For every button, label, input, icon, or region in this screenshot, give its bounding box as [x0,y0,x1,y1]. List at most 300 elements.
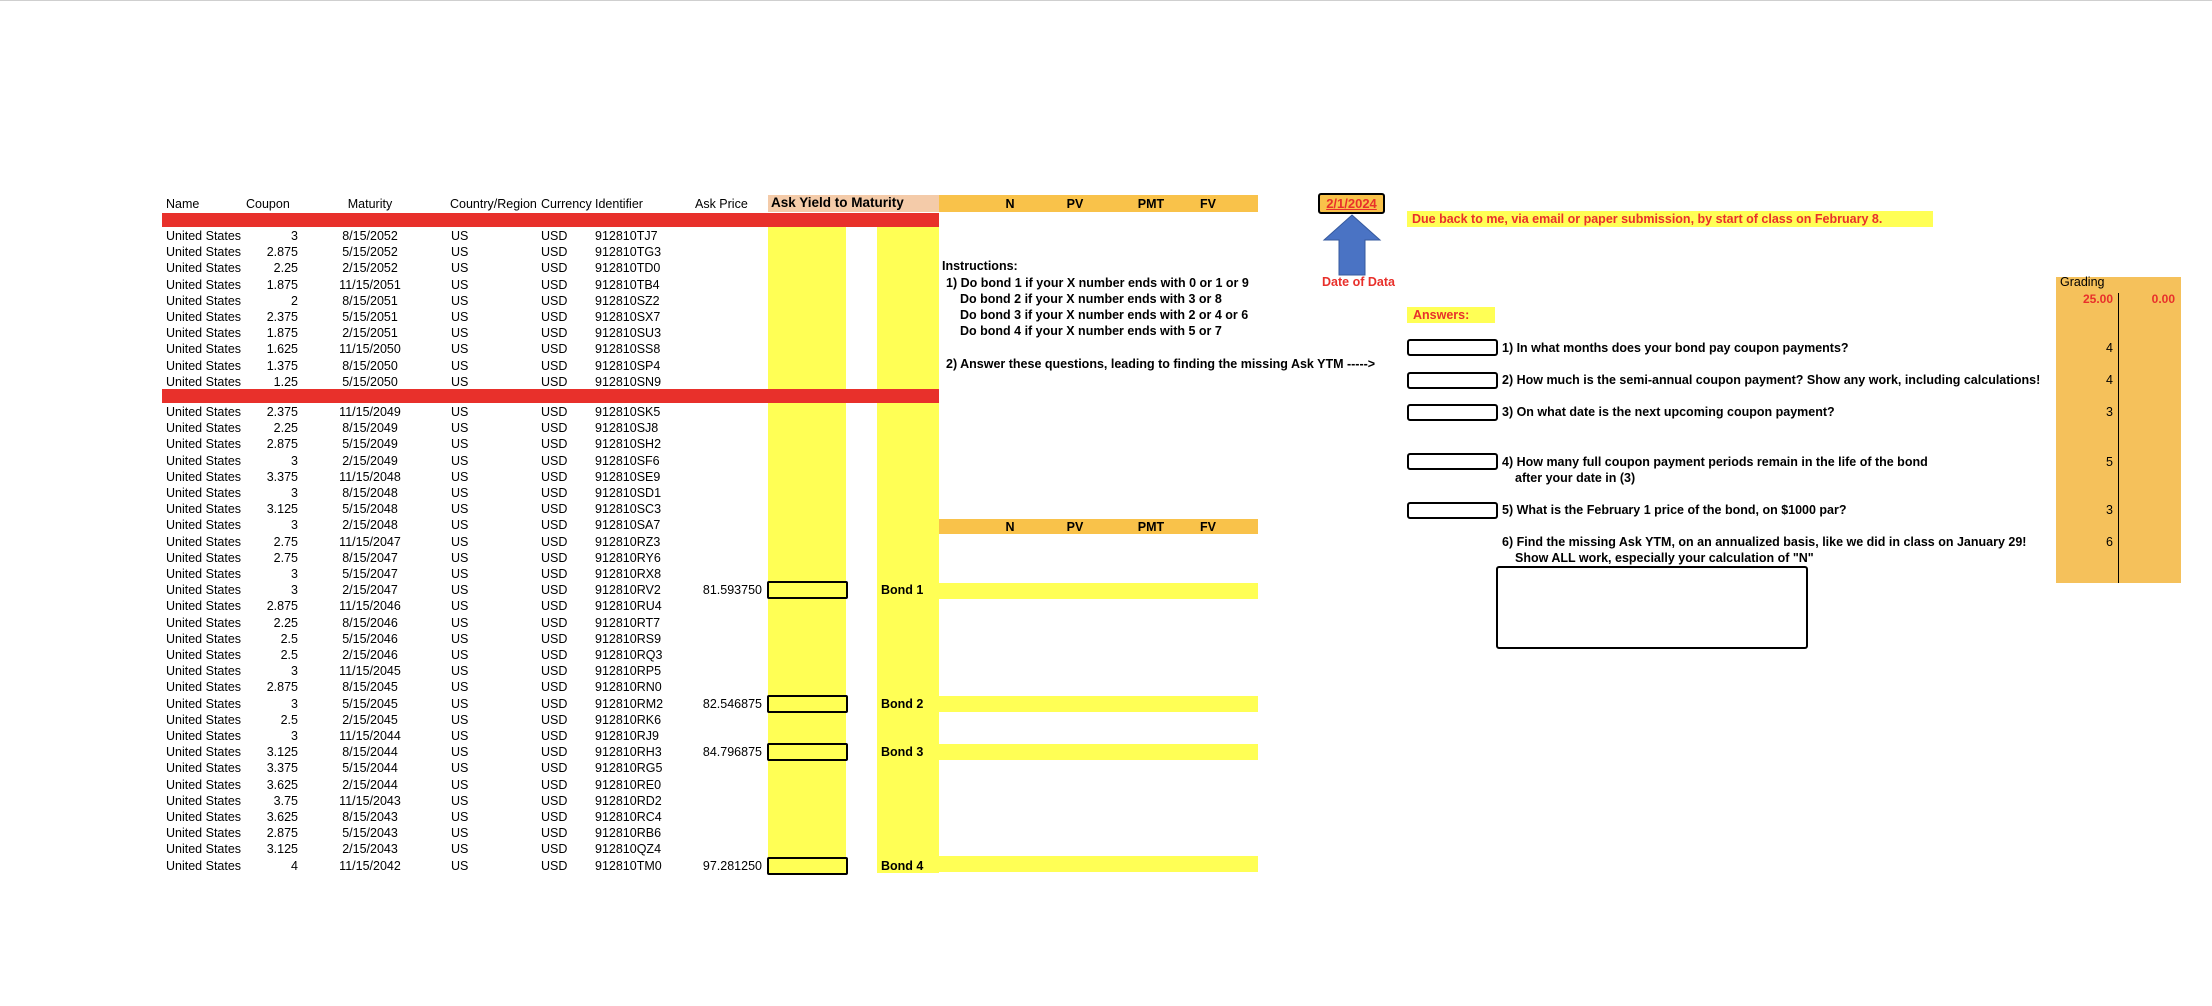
cell-currency: USD [541,405,568,419]
cell-identifier: 912810SX7 [595,310,661,324]
header-coupon: Coupon [246,197,290,211]
cell-coupon: 2.875 [266,599,298,614]
cell-currency: USD [541,567,568,581]
cell-identifier: 912810RP5 [595,664,662,679]
cell-identifier: 912810TM0 [595,858,662,873]
cell-currency: USD [541,326,568,341]
cell-identifier: 912810SE9 [595,469,661,484]
cell-identifier: 912810SK5 [595,405,661,419]
cell-identifier: 912810SC3 [595,502,662,517]
cell-identifier: 912810RY6 [595,550,661,565]
cell-country: US [451,518,469,533]
cell-identifier: 912810RE0 [595,777,662,792]
answer-box-2[interactable] [1407,372,1498,389]
cell-currency: USD [541,599,568,614]
cell-maturity: 2/15/2046 [342,648,398,662]
cell-country: US [451,550,469,565]
cell-coupon: 2.875 [266,680,298,695]
cell-coupon: 3.625 [266,777,298,792]
cell-country: US [451,648,469,662]
tvm-header-pmt: PMT [1137,197,1165,211]
bond2-tvm-row [939,696,1258,712]
cell-country: US [451,615,469,630]
bond1-tvm-row [939,583,1258,599]
header-country: Country/Region [450,197,537,211]
cell-maturity: 2/15/2047 [342,583,398,598]
cell-name: United States [166,793,242,808]
cell-identifier: 912810RQ3 [595,648,663,662]
cell-currency: USD [541,680,568,695]
cell-coupon: 3.125 [266,745,298,760]
cell-coupon: 3.125 [266,842,298,857]
cell-identifier: 912810RH3 [595,745,662,760]
cell-name: United States [166,761,242,776]
cell-maturity: 8/15/2051 [342,293,398,308]
cell-maturity: 8/15/2045 [342,680,398,695]
header-identifier: Identifier [595,197,643,211]
cell-coupon: 1.25 [273,374,298,389]
cell-country: US [451,826,469,841]
ytm-answer-cell[interactable] [767,695,848,713]
cell-maturity: 5/15/2045 [342,696,398,711]
cell-country: US [451,293,469,308]
cell-coupon: 1.875 [266,277,298,292]
cell-currency: USD [541,631,568,646]
cell-maturity: 2/15/2044 [342,777,398,792]
cell-currency: USD [541,245,568,260]
cell-maturity: 5/15/2050 [342,374,398,389]
cell-name: United States [166,469,242,484]
cell-name: United States [166,358,242,373]
cell-country: US [451,729,469,743]
cell-name: United States [166,293,242,308]
cell-coupon: 2.25 [273,615,298,630]
cell-coupon: 2.75 [273,534,298,549]
cell-identifier: 912810TB4 [595,277,660,292]
bond-label: Bond 2 [881,696,924,711]
cell-country: US [451,358,469,373]
cell-currency: USD [541,793,568,808]
cell-country: US [451,567,469,581]
cell-maturity: 8/15/2043 [342,810,398,824]
cell-currency: USD [541,777,568,792]
cell-maturity: 2/15/2043 [342,842,398,857]
cell-ask-price: 81.593750 [702,583,762,598]
cell-coupon: 2.5 [280,712,298,727]
cell-identifier: 912810RV2 [595,583,661,598]
cell-name: United States [166,615,242,630]
cell-identifier: 912810RN0 [595,680,662,695]
cell-country: US [451,534,469,549]
cell-maturity: 2/15/2051 [342,326,398,341]
cell-country: US [451,469,469,484]
cell-maturity: 11/15/2042 [339,858,401,873]
cell-currency: USD [541,342,568,357]
cell-country: US [451,421,469,436]
cell-name: United States [166,245,242,260]
cell-coupon: 3 [291,518,298,533]
date-of-data-label: Date of Data [1322,275,1395,289]
cell-name: United States [166,745,242,760]
ytm-answer-cell[interactable] [767,857,848,875]
ytm-column-fill [768,213,846,873]
cell-name: United States [166,518,242,533]
cell-name: United States [166,310,242,324]
cell-coupon: 3.375 [266,469,298,484]
cell-maturity: 11/15/2048 [339,469,401,484]
cell-ask-price: 97.281250 [702,858,762,873]
header-name: Name [166,197,200,211]
cell-maturity: 2/15/2052 [342,261,398,276]
cell-country: US [451,486,469,500]
cell-country: US [451,502,469,517]
question-4-continued: after your date in (3) [1515,471,1636,485]
cell-identifier: 912810SH2 [595,437,662,452]
cell-name: United States [166,810,242,824]
cell-name: United States [166,631,242,646]
cell-name: United States [166,696,242,711]
tvm-header-fv: FV [1200,197,1216,211]
cell-identifier: 912810RM2 [595,696,664,711]
grading-points-q4: 5 [2106,455,2113,469]
instructions-line-answer: 2) Answer these questions, leading to finding the missing Ask YTM -----> [946,357,1376,371]
bond4-tvm-row [939,856,1258,872]
cell-currency: USD [541,518,568,533]
cell-identifier: 912810RJ9 [595,729,659,743]
cell-coupon: 3 [291,696,298,711]
cell-name: United States [166,502,242,517]
cell-country: US [451,696,469,711]
cell-maturity: 8/15/2049 [342,421,398,436]
cell-currency: USD [541,761,568,776]
grading-points-q3: 3 [2106,405,2113,419]
ytm-answer-cell[interactable] [767,743,848,761]
cell-identifier: 912810SF6 [595,453,660,468]
cell-currency: USD [541,712,568,727]
cell-identifier: 912810RG5 [595,761,663,776]
cell-maturity: 5/15/2048 [342,502,398,517]
cell-identifier: 912810RD2 [595,793,662,808]
red-band-middle [162,389,939,403]
cell-currency: USD [541,421,568,436]
cell-coupon: 1.625 [266,342,298,357]
cell-name: United States [166,534,242,549]
cell-maturity: 2/15/2048 [342,518,398,533]
cell-coupon: 3 [291,486,298,500]
cell-identifier: 912810RX8 [595,567,662,581]
cell-currency: USD [541,858,568,873]
question-1: 1) In what months does your bond pay coupon payments? [1502,341,1849,355]
cell-currency: USD [541,437,568,452]
cell-identifier: 912810RT7 [595,615,661,630]
cell-coupon: 2.5 [280,631,298,646]
cell-identifier: 912810TJ7 [595,229,658,243]
cell-name: United States [166,777,242,792]
cell-identifier: 912810RZ3 [595,534,661,549]
grading-points-q1: 4 [2106,341,2113,355]
cell-currency: USD [541,696,568,711]
cell-country: US [451,342,469,357]
cell-coupon: 3 [291,729,298,743]
cell-currency: USD [541,502,568,517]
instructions-line-3: Do bond 3 if your X number ends with 2 or 4 or 6 [960,308,1249,322]
cell-coupon: 3 [291,567,298,581]
answer-box-4[interactable] [1407,453,1498,470]
cell-currency: USD [541,486,568,500]
cell-currency: USD [541,229,568,243]
cell-coupon: 2.75 [273,550,298,565]
cell-coupon: 2.875 [266,245,298,260]
cell-country: US [451,245,469,260]
cell-name: United States [166,826,242,841]
due-notice [1407,211,1933,227]
question-6: 6) Find the missing Ask YTM, on an annualized basis, like we did in class on January 29! [1502,535,2027,549]
bond-label-column-fill [877,213,939,873]
cell-country: US [451,664,469,679]
answer-box-1[interactable] [1407,339,1498,356]
cell-country: US [451,793,469,808]
cell-country: US [451,631,469,646]
cell-maturity: 5/15/2043 [342,826,398,841]
question-5: 5) What is the February 1 price of the bond, on $1000 par? [1502,503,1847,517]
header-ask-ytm: Ask Yield to Maturity [771,195,904,210]
cell-maturity: 8/15/2044 [342,745,398,760]
header-maturity: Maturity [347,197,393,211]
cell-maturity: 2/15/2045 [342,712,398,727]
cell-maturity: 2/15/2049 [342,453,398,468]
cell-coupon: 2.375 [266,310,298,324]
cell-maturity: 8/15/2047 [342,550,398,565]
cell-coupon: 3 [291,229,298,243]
cell-currency: USD [541,374,568,389]
grading-points-q5: 3 [2106,503,2113,517]
grading-divider [2118,293,2119,583]
question-6-continued: Show ALL work, especially your calculation of "N" [1515,551,1814,565]
cell-currency: USD [541,469,568,484]
cell-country: US [451,437,469,452]
cell-coupon: 3.375 [266,761,298,776]
cell-country: US [451,310,469,324]
cell-name: United States [166,664,242,679]
question-2: 2) How much is the semi-annual coupon payment? Show any work, including calculations! [1502,373,2041,387]
window-top-border [0,0,2212,1]
cell-coupon: 2.5 [280,648,298,662]
bond3-tvm-row [939,744,1258,760]
cell-coupon: 1.375 [266,358,298,373]
date-value: 2/1/2024 [1326,196,1377,211]
cell-name: United States [166,842,242,857]
cell-maturity: 5/15/2052 [342,245,398,260]
bond-label: Bond 4 [881,858,924,873]
cell-country: US [451,277,469,292]
cell-maturity: 11/15/2050 [339,342,401,357]
cell-coupon: 3.125 [266,502,298,517]
cell-currency: USD [541,615,568,630]
answer-box-3[interactable] [1407,404,1498,421]
cell-name: United States [166,486,242,500]
answers-label-box [1407,307,1495,323]
cell-currency: USD [541,583,568,598]
cell-country: US [451,583,469,598]
cell-identifier: 912810SU3 [595,326,662,341]
cell-maturity: 5/15/2047 [342,567,398,581]
cell-maturity: 5/15/2046 [342,631,398,646]
cell-identifier: 912810RU4 [595,599,662,614]
arrow-up-icon [1322,214,1382,276]
tvm-header-pv: PV [1066,197,1084,211]
cell-ask-price: 82.546875 [702,696,762,711]
cell-identifier: 912810SD1 [595,486,662,500]
cell-country: US [451,858,469,873]
cell-name: United States [166,550,242,565]
cell-name: United States [166,374,242,389]
cell-identifier: 912810RS9 [595,631,662,646]
cell-country: US [451,405,469,419]
bond-label: Bond 1 [881,583,924,598]
ytm-answer-cell[interactable] [767,581,848,599]
cell-maturity: 8/15/2048 [342,486,398,500]
cell-currency: USD [541,277,568,292]
grading-label: Grading [2060,275,2105,289]
cell-name: United States [166,405,242,419]
cell-currency: USD [541,310,568,324]
cell-coupon: 3.625 [266,810,298,824]
cell-currency: USD [541,550,568,565]
instructions-line-2: Do bond 2 if your X number ends with 3 or 8 [960,292,1222,306]
cell-name: United States [166,453,242,468]
cell-ask-price: 84.796875 [702,745,762,760]
cell-name: United States [166,342,242,357]
cell-country: US [451,326,469,341]
cell-identifier: 912810SZ2 [595,293,660,308]
cell-country: US [451,842,469,857]
cell-identifier: 912810SJ8 [595,421,659,436]
cell-name: United States [166,583,242,598]
cell-coupon: 4 [291,858,298,873]
cell-currency: USD [541,534,568,549]
cell-maturity: 5/15/2049 [342,437,398,452]
due-notice-text: Due back to me, via email or paper submission, by start of class on February 8. [1412,212,1883,226]
header-ask-price: Ask Price [695,197,748,211]
cell-maturity: 8/15/2046 [342,615,398,630]
cell-name: United States [166,648,242,662]
instructions-title: Instructions: [942,259,1018,273]
cell-country: US [451,680,469,695]
cell-country: US [451,810,469,824]
cell-maturity: 11/15/2045 [339,664,401,679]
cell-country: US [451,453,469,468]
cell-maturity: 8/15/2050 [342,358,398,373]
cell-identifier: 912810TG3 [595,245,662,260]
cell-name: United States [166,599,242,614]
cell-country: US [451,599,469,614]
cell-coupon: 3.75 [273,793,298,808]
cell-maturity: 11/15/2046 [339,599,401,614]
cell-coupon: 2.375 [266,405,298,419]
cell-coupon: 2.25 [273,421,298,436]
date-of-data-box[interactable] [1318,193,1385,214]
cell-identifier: 912810TD0 [595,261,661,276]
cell-currency: USD [541,826,568,841]
cell-name: United States [166,421,242,436]
cell-name: United States [166,712,242,727]
cell-country: US [451,374,469,389]
cell-maturity: 5/15/2051 [342,310,398,324]
tvm-header-pv-2: PV [1066,520,1084,534]
cell-country: US [451,761,469,776]
cell-country: US [451,745,469,760]
grading-total: 25.00 [2082,292,2113,306]
cell-currency: USD [541,664,568,679]
cell-identifier: 912810SN9 [595,374,662,389]
cell-currency: USD [541,745,568,760]
cell-identifier: 912810RC4 [595,810,662,824]
cell-currency: USD [541,729,568,743]
instructions-line-4: Do bond 4 if your X number ends with 5 or 7 [960,324,1222,338]
cell-identifier: 912810RK6 [595,712,662,727]
cell-currency: USD [541,293,568,308]
cell-identifier: 912810SA7 [595,518,661,533]
cell-name: United States [166,229,242,243]
tvm-header-fv-2: FV [1200,520,1216,534]
question-3: 3) On what date is the next upcoming coupon payment? [1502,405,1835,419]
cell-name: United States [166,680,242,695]
red-band-top [162,213,939,227]
cell-maturity: 11/15/2051 [339,277,401,292]
cell-coupon: 3 [291,453,298,468]
cell-name: United States [166,326,242,341]
cell-identifier: 912810SP4 [595,358,661,373]
cell-name: United States [166,858,242,873]
cell-country: US [451,261,469,276]
cell-currency: USD [541,358,568,373]
cell-coupon: 3 [291,583,298,598]
tvm-header-n: N [1005,197,1015,211]
answer-box-6-work[interactable] [1496,566,1808,649]
instructions-line-1: 1) Do bond 1 if your X number ends with 0 or 1 or 9 [946,276,1249,290]
cell-maturity: 11/15/2043 [339,793,401,808]
cell-maturity: 11/15/2049 [339,405,401,419]
cell-currency: USD [541,453,568,468]
cell-country: US [451,712,469,727]
cell-currency: USD [541,810,568,824]
grading-points-q2: 4 [2106,373,2113,387]
question-4: 4) How many full coupon payment periods remain in the life of the bond [1502,455,1928,469]
cell-currency: USD [541,261,568,276]
grading-points-q6: 6 [2106,535,2113,549]
answers-label: Answers: [1413,308,1470,322]
cell-maturity: 8/15/2052 [342,229,398,243]
cell-currency: USD [541,648,568,662]
cell-identifier: 912810QZ4 [595,842,662,857]
tvm-header-n-2: N [1005,520,1015,534]
answer-box-5[interactable] [1407,502,1498,519]
cell-coupon: 1.875 [266,326,298,341]
cell-identifier: 912810RB6 [595,826,662,841]
grading-score: 0.00 [2151,292,2175,306]
bond-label: Bond 3 [881,745,924,760]
cell-name: United States [166,277,242,292]
cell-name: United States [166,729,242,743]
header-currency: Currency [541,197,592,211]
cell-currency: USD [541,842,568,857]
cell-coupon: 3 [291,664,298,679]
cell-country: US [451,777,469,792]
tvm-header-pmt-2: PMT [1137,520,1165,534]
cell-maturity: 11/15/2047 [339,534,401,549]
cell-name: United States [166,567,242,581]
cell-name: United States [166,437,242,452]
